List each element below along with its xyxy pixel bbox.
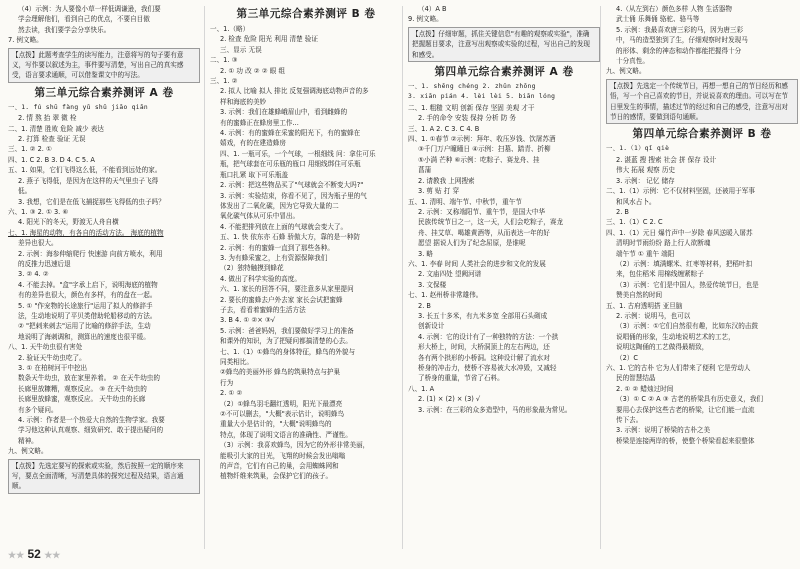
answer-line: 子去，看看着蜜蜂的生活方法 [220, 305, 306, 314]
answer-line: 5. 示例：爸爸妈妈，我们要做好学习上的准备 [220, 326, 354, 335]
answer-line: 3. 示例：说明了桥梁的古朴之美 [616, 426, 711, 435]
answer-line: 各有两个拱形的小桥洞。这种设计解了流水对 [418, 353, 550, 362]
answer-line: （2）独特触摸到蜂花 [220, 264, 284, 273]
answer-line: （3）示例：①它们自然很有趣，比如东汉的击鼓 [616, 322, 758, 331]
hint-text: 【点拨】先选定要写的探索或实验，然后按照一定的顺序来写，要点全面清晰，写清楚具体的探究过程及结果，语言通顺。 [12, 461, 184, 491]
answer-line: 2. 情 熬 抬 翠 微 栓 [18, 114, 77, 123]
page-number: 52 [27, 547, 41, 561]
answer-line: 赞美自然的时间 [616, 291, 663, 300]
answer-line: 2. 示例：把这些物品买了"气球就会不断变大吗?" [220, 181, 364, 190]
answer-line: 有的差异也很大，颜色有多样，有的盘在一起。 [18, 291, 157, 300]
answer-line: 体发出了二氧化碳，因为它导致大量的二 [220, 201, 339, 210]
answer-line: 精神。 [18, 436, 38, 445]
answer-line: 六、1. 它的古朴 它为人们带来了便利 它是劳动人 [606, 364, 751, 372]
answer-line: ②不可以删去，"大概"表示估计，说明蜂鸟 [220, 410, 345, 419]
hint-text: 【点拨】先选定一个传统节日，再想一想自己的节日经历和感悟，写一个自己喜欢的节日，并说说喜欢的理由。可以写在节日里发生的事情，描述过节的经过和自己的感受，注意写出对节日的感情，要做到语句通顺。 [610, 81, 789, 122]
answer-line: 说唱俑的形象，生动地说明艺术的工艺， [616, 332, 735, 341]
answer-line: 2. 拟人 比喻 拟人 排比 反复强调海底动物声音的多 [220, 87, 369, 96]
answer-line: 瓶口扎紧 取下可乐瓶盖 [220, 170, 289, 179]
answer-line: 4. 示例：有的蜜蜂在采蜜的阳光下，有的蜜蜂在 [220, 129, 361, 138]
hint-box [606, 79, 798, 125]
answer-line: （2）①蜂鸟羽毛翻红透明，阳光下最漂亮 [220, 399, 343, 408]
answer-line: 三、1. ② [210, 77, 238, 86]
answer-line: （4）A B [418, 5, 447, 13]
answer-line: 一、1. fú shū fàng yǔ shǔ jiāo qiān [8, 103, 149, 111]
answer-line: 九、例文略。 [8, 447, 48, 456]
answer-line: （3）示例：我喜欢蜂鸟，因为它的外形非常美丽， [220, 441, 370, 450]
answer-line: 伟大 拓展 观察 历史 [616, 166, 676, 175]
section-title: 第三单元综合素养测评 B 卷 [236, 8, 376, 20]
answer-line: 嬉戏，有的在建造蜂房 [220, 139, 286, 148]
answer-line: 样和海底的美妙 [220, 97, 267, 106]
answer-line: 行为 [220, 378, 234, 387]
answer-line: 九、例文略。 [606, 67, 646, 76]
answer-line: 3. 我想，它们是在低飞捕捉那些飞得低的虫子吗？ [18, 197, 165, 206]
answer-line: 3. ① 在柏树河干中挖出 [18, 364, 88, 372]
answer-line: 5. 示例：我最喜欢唐三彩的马，因为唐三彩 [616, 25, 744, 34]
answer-line: 3. 示例：我们在雄蜂峨眉山中，看到雌蜂的 [220, 108, 348, 117]
answer-line: ② "把刺来刺去"运用了比喻的修辞手法，生动 [18, 322, 151, 331]
answer-line: 七、1. 赵州桥非常雄伟。 [408, 291, 483, 300]
answer-column-4 [606, 4, 798, 549]
answer-line: 5. ① "作宠物的长途旅行"运用了拟人的修辞手 [18, 301, 153, 310]
answer-line: 2. (1) × (2) × (3) √ [418, 395, 481, 404]
footer-stars-left: ★★ [8, 550, 25, 560]
answer-line: 三、1.（1）C 2. C [606, 218, 663, 227]
answer-line: 4. 阳光下的冬天，野渡无人舟自横 [18, 218, 119, 227]
answer-line: 3. 为有蜂采蜜之，上有资源保障我们 [220, 253, 328, 262]
answer-line: 三、显示 无误 [220, 45, 262, 54]
answer-line: 四、1.（1）元日 爆竹声中一岁除 春风送暖入屠苏 [606, 228, 753, 237]
answer-line: 2. 打算 检查 验证 无误 [18, 135, 86, 144]
answer-line: 长廊里放蜂蜜，观察反应。 天牛幼虫的长廊 [18, 395, 146, 404]
answer-line: 3. ② 4. ② [18, 270, 49, 279]
answer-line: 氧化碳气体从可乐中冒出。 [220, 212, 300, 221]
page-footer [8, 547, 60, 561]
answer-line: 民族传统节日之一，这一天，人们会吃粽子，赛龙 [418, 218, 564, 227]
answer-line: 四、1. C 2. B 3. D 4. C 5. A [8, 155, 95, 164]
answer-line: 要用心去保护这些古老的桥梁，让它们能一直流 [616, 405, 755, 414]
answer-line: 2. B [616, 207, 629, 216]
answer-line: 植物纤维来筑巢，会保护它们的孩子。 [220, 472, 333, 481]
hint-text: 【点拨】仔细审题，抓住关键信息"有趣的观察或实验"，准确把握题目要求，注意写出观察或实验的过程，写出自己的发现和感受。 [412, 29, 591, 59]
answer-line: 三、1. A 2. C 3. C 4. B [408, 124, 480, 133]
answer-line: 同类相比。 [220, 358, 253, 366]
answer-line: （3）① C ② A ③ 古老的桥梁具有历史意义，我们 [616, 395, 764, 404]
answer-line: 3. B 4. ① ②× ③√ [220, 316, 276, 325]
answer-line: 2. ① ② [220, 389, 243, 398]
answer-line: 2. ① ② 蜡烛过时间 [616, 384, 674, 393]
answer-line: 二、1. ③ [210, 56, 238, 65]
hint-box [8, 459, 200, 494]
answer-line: 重量大小是估计的，"大概"说明蜂鸟的 [220, 420, 332, 429]
answer-line: 的反推力迅速后退 [18, 259, 71, 268]
answer-line: 2. 示例：说明马，也可以 [616, 311, 691, 320]
answer-line: 2. ① 功 改 ② ② 眼 组 [220, 66, 286, 75]
answer-line: 的声音，它们有自己的巢，会用蜘蛛网和 [220, 462, 339, 471]
hint-text: 【点拨】此题考查学生的读写能力，注意将写的句子要有意义，写作要以叙述为主，事件要写清楚，写出自己的真实感受，语言要求通顺，可以借鉴课文中的写法。 [12, 50, 184, 80]
answer-line: 3. 略 [418, 249, 433, 258]
answer-line: 2. 检查 危险 阳光 利用 清楚 验证 [220, 35, 318, 44]
section-title: 第四单元综合素养测评 A 卷 [434, 66, 574, 79]
answer-line: 桥身的冲击力，使桥不容易被大水冲毁，又减轻 [418, 364, 557, 372]
answer-line: 2. 请教我 上网搜索 [418, 176, 475, 185]
answer-line: 三、1. ② 2. ① [8, 145, 52, 154]
answer-line: 4. 示例：作者是一个热爱大自然的生物学家。我要 [18, 416, 165, 425]
answer-line: （2）C [616, 353, 638, 362]
answer-line: 有多个疑问。 [18, 405, 58, 414]
answer-line: 十分真性。 [616, 57, 649, 66]
answer-line: 3. 文保楼 [418, 280, 447, 289]
answer-line: 法，生动地说明了平贝类借助轮船移动的方法。 [18, 311, 157, 320]
answer-line: 2. 手的命令 安装 保持 分析 防 务 [418, 114, 516, 123]
answer-line: 八、1. 天牛幼虫很有害处 [8, 343, 83, 352]
answer-line: 9. 例文略。 [408, 15, 443, 24]
answer-line: 2. 示例：又称端阳节、重午节，是国大中华 [418, 207, 546, 216]
answer-line: 五、1. 清明、端午节、中秋节，重午节 [408, 197, 522, 206]
answer-line: （3）示例：它们是中国人，热爱传统节日，也是 [616, 280, 759, 289]
answer-line: 3. 长五十多米，有九米多宽 全部用石头砌成 [418, 311, 548, 320]
answer-line: 民的智慧结晶 [616, 374, 656, 383]
answer-line: 中，马的造型独到了生，仔细观察时时发现马 [616, 36, 748, 45]
answer-line: 低。 [18, 187, 32, 196]
answer-line: 八、1. A [408, 384, 435, 393]
answer-line: 七、1.（1）①蜂鸟的身体特征，蜂鸟的外貌与 [220, 347, 356, 356]
answer-line: 2. 湛蓝 搜 搜索 社会 拼 保存 设计 [616, 155, 717, 164]
answer-line: 2. 验证天牛幼虫吃了。 [18, 353, 86, 362]
answer-line: 七、1. 海星的动物，有各自的活动方法。 海底的植物 [8, 228, 164, 237]
answer-line: 了桥身的重量，节省了石料。 [418, 374, 504, 383]
column-divider [204, 6, 205, 549]
answer-line: 六、1. ③ 2. ① 3. ⑥ [8, 207, 69, 216]
answer-line: 3. 示例：在三彩的众多造型中，马的形象最为常见。 [418, 405, 572, 414]
answer-line: 形大桥上，时间，大桥洞顶上的左右两边，还 [418, 343, 550, 352]
answer-line: 创新设计 [418, 322, 445, 331]
answer-line: 端午节 ① 重午 端阳 [616, 249, 675, 258]
answer-line: 五、1. 快 依东亦 石蜂 骄傲大方，靠的是一种防 [220, 233, 360, 242]
answer-line: 4.（从左到右）颜色多样 人物 生活器物 [616, 5, 732, 13]
answer-line: 五、1. 如果，它们飞得这么低，不能看到远处的家。 [8, 166, 162, 175]
answer-column-2 [210, 4, 402, 549]
answer-line: 2. 燕子飞得低，是因为在这样的天气里虫子飞得 [18, 176, 159, 185]
answer-line: 学习他这种认真观察、细致研究、敢于提出疑问的 [18, 426, 164, 435]
answer-line: 2. 要长的蜜蜂去户外去家 家长会试把蜜蜂 [220, 295, 343, 304]
answer-column-3 [408, 4, 600, 549]
footer-stars-right: ★★ [44, 550, 61, 560]
answer-column-1 [8, 4, 200, 549]
answer-line: 的形体、剩余的神态和动作都能把握得十分 [616, 46, 742, 55]
answer-line: 一、1. shēng chéng 2. zhǔn zhōng [408, 83, 536, 91]
answer-line: ②蜂鸟的美丽外形 蜂鸟的筑巢特点与护巢 [220, 368, 341, 377]
answer-line: 有的蜜蜂正在蜂房里工作... [220, 118, 299, 127]
answer-line: 二、1. 粗糙 文明 创新 保存 坚固 美观 才干 [408, 103, 535, 112]
answer-line: 传下去。 [616, 416, 643, 425]
answer-line: 3. xiān pián 4. lèi lèi 5. biān lóng [408, 93, 556, 101]
column-divider [402, 6, 403, 549]
answer-line: 二、1.（1）示例：它不仅材料坚固，还被用于军事 [606, 187, 755, 196]
answer-line: 3. 示例： 记忆 储存 [616, 176, 675, 185]
answer-line: ⑤小满 芒种 ⑥示例：吃粽子、赛龙舟、挂 [418, 155, 540, 164]
answer-line: 3. 剪 贴 打 穿 [418, 187, 460, 196]
answer-line: 来，包住稻米 用棉线缠紧粽子 [616, 270, 704, 279]
answer-line: 2. 文庙四处 望阙河谱 [418, 270, 482, 279]
answer-line: 桥梁是连接两岸的桥，使整个桥梁看起来很整体 [616, 436, 755, 445]
answer-line: 说明这陶俑的工艺做得最精致， [616, 343, 709, 352]
answer-line: 五、1. 古府透明搭 亚旦脑 [606, 301, 683, 310]
hint-box [8, 48, 200, 83]
answer-line: 和课外的知识，为了把疑问都搞清楚的心去。 [220, 337, 352, 346]
answer-line: 4. 不能去掉。"盒"字承上启下，说明海底的植物 [18, 280, 158, 289]
answer-line: 3. 示例：实验结束，你看不见了，因为瓶子里的气 [220, 191, 367, 200]
answer-line: 2. B [418, 301, 431, 310]
answer-line: 数条天牛幼虫，放在家里养着。 ② 在天牛幼虫的 [18, 374, 160, 383]
answer-line: 4. 不能把排列放在上面的气球就会变大了。 [220, 222, 348, 231]
answer-line: 学会理解他们，看到自己的优点，不要自目傲 [18, 15, 150, 24]
answer-line: 瓶，把气球套在可乐瓶的瓶口 用细线绑住可乐瓶 [220, 160, 361, 169]
answer-line: 4. 做出了科学实验的高度。 [220, 274, 301, 283]
answer-line: 武士俑 乐舞俑 骆驼、骆马等 [616, 15, 700, 24]
section-title: 第四单元综合素养测评 B 卷 [632, 128, 772, 141]
answer-line: （2）示例：填满螺米、红枣等材料，把稻叶扣 [616, 259, 753, 268]
answer-line: 2. 示例：海参伸缩爬行 快速游 向前方喷水，利用 [18, 249, 163, 258]
answer-line: 差异也很大。 [18, 239, 58, 248]
answer-line: 六、1. 李春 时间 人类社会的进步和文化的发展 [408, 259, 546, 268]
section-title: 第三单元综合素养测评 A 卷 [34, 86, 174, 99]
answer-line: 愿望 据说人们为了纪念屈原，是谁呢 [418, 239, 526, 248]
hint-box [408, 27, 600, 62]
column-divider [600, 6, 601, 549]
answer-line: 7. 例文略。 [8, 36, 43, 45]
answer-line: 清明时节雨纷纷 路上行人欲断魂 [616, 239, 711, 248]
answer-line: 一、1.（1）qǐ qiè [606, 145, 670, 153]
answer-line: （4）示例：为人要像小草一样低调谦逊，我们要 [18, 5, 161, 13]
answer-line: 四、1. ①春节 ②示例：拜年、收压岁钱、饮屠苏酒 [408, 135, 556, 144]
answer-line: 一、1.（略） [210, 25, 250, 33]
answer-line: 特点，体现了说明文语言的准确性、严谨性。 [220, 430, 352, 439]
answer-line: 2. 示例：有的蜜蜂一直到了那些各种。 [220, 243, 334, 252]
answer-line: 舟、挂艾草、喝雄黄酒等，从而表达一年的好 [418, 228, 550, 237]
answer-line: 4. 示例：它的设计有了一种独特的方法：一个拱 [418, 332, 559, 341]
answer-line: 四、1. 一瓶可乐，一个气球，一根细线 问：拿住可乐 [220, 149, 376, 158]
answer-line: 地说明了海刺调和，测算出的速度也很平缓。 [18, 332, 150, 341]
answer-line: 然去读，我们要学会分享快乐。 [18, 25, 111, 34]
answer-line: 长廊里放糠糟，观察反应。 ③ 在天牛幼虫的 [18, 384, 147, 393]
answer-line: 二、1. 清楚 胜败 危险 减少 表达 [8, 124, 104, 133]
answer-line: 六、1. 家长的回答不同，要注意多从家里提问 [220, 285, 354, 294]
answer-line: 和风水占卜。 [616, 197, 656, 206]
answer-line: ③千门万户曈曈日 ④示例：扫墓、踏青、折柳 [418, 145, 551, 154]
answer-line: 能吸引大家的目光，飞翔的时候会发出嗡嗡 [220, 451, 346, 460]
answer-line: 菖蒲 [418, 166, 432, 175]
